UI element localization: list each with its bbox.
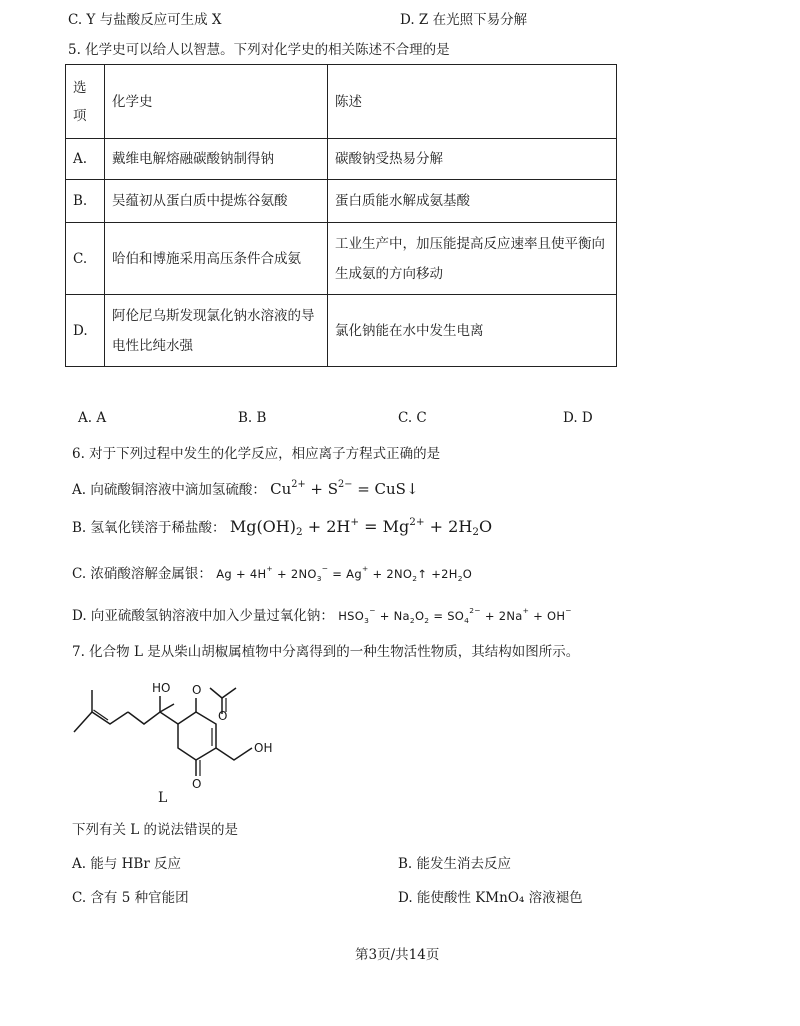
page-number: 第3页/共14页: [355, 947, 440, 963]
equation-a: $Cu^{2+} + S^{2-}$ = CuS↓: [270, 479, 419, 498]
label-o-ester: O: [192, 683, 202, 697]
compound-l-structure: [60, 670, 310, 810]
q5-choice-d: D. D: [563, 410, 593, 426]
row-option: D.: [66, 295, 105, 367]
q5-choice-c: C. C: [398, 410, 427, 426]
q6-option-a: A. 向硫酸铜溶液中滴加氢硫酸： $Cu^{2+} + S^{2-}$ = CuS↓: [72, 479, 419, 498]
equation-d: $HSO_3^- + Na_2O_2 = SO_4^{2-} + 2Na^+ + OH^-$: [338, 606, 572, 625]
row-statement: 蛋白质能水解成氨基酸: [328, 180, 617, 223]
equation-c: $Ag + 4H^+ + 2NO_3^- = Ag^+$ + $2NO_2↑ +2H_2O$: [216, 564, 473, 583]
label-o-ring: O: [192, 777, 202, 791]
equation-b: $Mg(OH)_2 + 2H^+ = Mg^{2+} + 2H_2O$: [229, 516, 493, 538]
option-c-prev: C. Y 与盐酸反应可生成 X: [68, 12, 222, 28]
header-statement: 陈述: [328, 65, 617, 139]
label-ho-top: HO: [152, 681, 171, 695]
label-o-carbonyl: O: [218, 709, 228, 723]
row-history: 吴蕴初从蛋白质中提炼谷氨酸: [105, 180, 328, 223]
row-statement: 工业生产中，加压能提高反应速率且使平衡向生成氨的方向移动: [328, 223, 617, 295]
q6-option-d: D. 向亚硫酸氢钠溶液中加入少量过氧化钠： $HSO_3^- + Na_2O_2 = SO_4^{2-} + 2Na^+ + OH^-$: [72, 606, 572, 625]
table-header-row: [66, 65, 617, 139]
row-history: 哈伯和博施采用高压条件合成氨: [105, 223, 328, 295]
q6-option-b: B. 氢氧化镁溶于稀盐酸： $Mg(OH)_2 + 2H^+ = Mg^{2+} + 2H_2O$: [72, 516, 493, 538]
row-option: B.: [66, 180, 105, 223]
row-history: 阿伦尼乌斯发现氯化钠水溶液的导电性比纯水强: [105, 295, 328, 367]
table-row: [66, 180, 617, 223]
q6-stem: 6. 对于下列过程中发生的化学反应，相应离子方程式正确的是: [72, 446, 441, 462]
row-statement: 碳酸钠受热易分解: [328, 139, 617, 180]
structure-bonds: [74, 688, 252, 776]
q7-option-c: C. 含有 5 种官能团: [72, 890, 189, 906]
q7-option-d: D. 能使酸性 KMnO₄ 溶液褪色: [398, 890, 583, 906]
table-row: [66, 223, 617, 295]
q5-table: [65, 64, 617, 367]
option-d-prev: D. Z 在光照下易分解: [400, 12, 528, 28]
table-row: [66, 295, 617, 367]
row-option: C.: [66, 223, 105, 295]
header-history: 化学史: [105, 65, 328, 139]
q5-choice-b: B. B: [238, 410, 267, 426]
q7-stem: 7. 化合物 L 是从柴山胡椒属植物中分离得到的一种生物活性物质，其结构如图所示。: [72, 644, 580, 660]
row-statement: 氯化钠能在水中发生电离: [328, 295, 617, 367]
q7-question: 下列有关 L 的说法错误的是: [72, 822, 239, 838]
q7-option-a: A. 能与 HBr 反应: [72, 856, 182, 872]
label-compound-l: L: [158, 790, 168, 806]
q5-stem: 5. 化学史可以给人以智慧。下列对化学史的相关陈述不合理的是: [68, 42, 450, 58]
label-oh-right: OH: [254, 741, 273, 755]
table-row: [66, 139, 617, 180]
q5-choice-a: A. A: [78, 410, 107, 426]
q7-option-b: B. 能发生消去反应: [398, 856, 512, 872]
header-option: 选项: [66, 65, 105, 139]
row-option: A.: [66, 139, 105, 180]
q6-option-c: C. 浓硝酸溶解金属银： $Ag + 4H^+ + 2NO_3^- = Ag^+$ + $2NO_2↑ +2H_2O$: [72, 564, 473, 583]
row-history: 戴维电解熔融碳酸钠制得钠: [105, 139, 328, 180]
